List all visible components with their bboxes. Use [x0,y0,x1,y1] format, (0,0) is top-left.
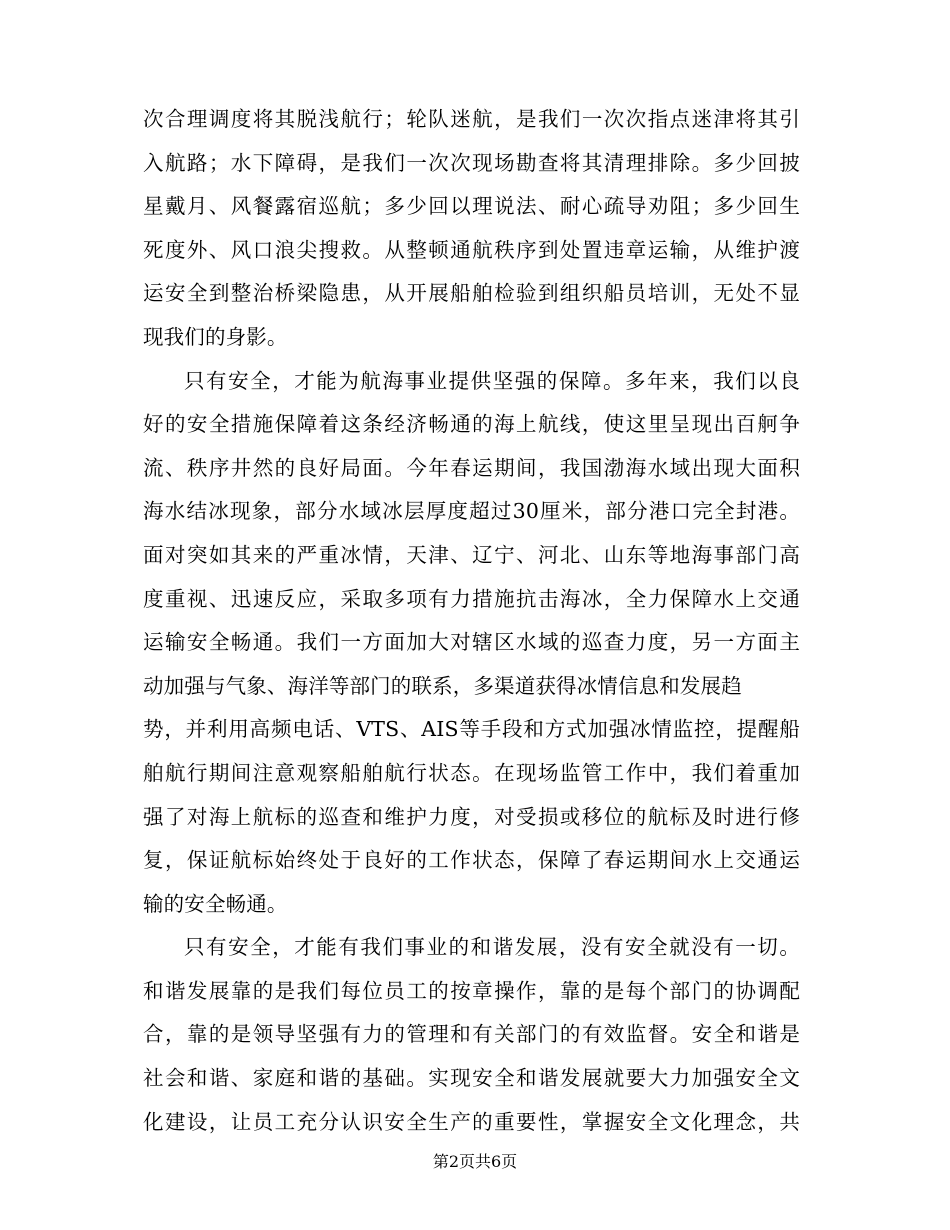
text-line: 舶航行期间注意观察船舶航行状态。在现场监管工作中，我们着重加 [143,760,800,785]
paragraph-first-line: 只有安全，才能有我们事业的和谐发展，没有安全就没有一切。 [184,935,800,960]
text-line: 动加强与气象、海洋等部门的联系，多渠道获得冰情信息和发展趋 [143,673,742,698]
text-line: 强了对海上航标的巡查和维护力度，对受损或移位的航标及时进行修 [143,804,800,829]
text-line: 星戴月、风餐露宿巡航；多少回以理说法、耐心疏导劝阻；多少回生 [143,194,800,219]
text-line: 好的安全措施保障着这条经济畅通的海上航线，使这里呈现出百舸争 [143,412,800,437]
text-line: 流、秩序井然的良好局面。今年春运期间，我国渤海水域出现大面积 [143,455,800,480]
body-text [143,98,800,1144]
text-line: 势，并利用高频电话、VTS、AIS等手段和方式加强冰情监控，提醒船 [143,717,800,742]
text-line: 海水结冰现象，部分水域冰层厚度超过30厘米，部分港口完全封港。 [143,499,800,524]
text-line: 和谐发展靠的是我们每位员工的按章操作，靠的是每个部门的协调配 [143,978,800,1003]
text-line: 现我们的身影。 [143,324,288,349]
text-line: 面对突如其来的严重冰情，天津、辽宁、河北、山东等地海事部门高 [143,542,800,567]
text-line: 入航路；水下障碍，是我们一次次现场勘查将其清理排除。多少回披 [143,150,800,175]
text-line: 合，靠的是领导坚强有力的管理和有关部门的有效监督。安全和谐是 [143,1022,800,1047]
text-line: 运安全到整治桥梁隐患，从开展船舶检验到组织船员培训，无处不显 [143,281,800,306]
text-line: 死度外、风口浪尖搜救。从整顿通航秩序到处置违章运输，从维护渡 [143,237,800,262]
text-line: 运输安全畅通。我们一方面加大对辖区水域的巡查力度，另一方面主 [143,630,800,655]
text-line: 次合理调度将其脱浅航行；轮队迷航，是我们一次次指点迷津将其引 [143,107,800,131]
paragraph-first-line: 只有安全，才能为航海事业提供坚强的保障。多年来，我们以良 [184,368,800,393]
text-line: 化建设，让员工充分认识安全生产的重要性，掌握安全文化理念，共 [143,1109,800,1134]
text-line: 输的安全畅通。 [143,891,288,916]
text-line: 度重视、迅速反应，采取多项有力措施抗击海冰，全力保障水上交通 [143,586,800,611]
text-line: 复，保证航标始终处于良好的工作状态，保障了春运期间水上交通运 [143,848,800,873]
page-number-footer: 第2页共6页 [432,1152,518,1171]
text-line: 社会和谐、家庭和谐的基础。实现安全和谐发展就要大力加强安全文 [143,1066,800,1091]
